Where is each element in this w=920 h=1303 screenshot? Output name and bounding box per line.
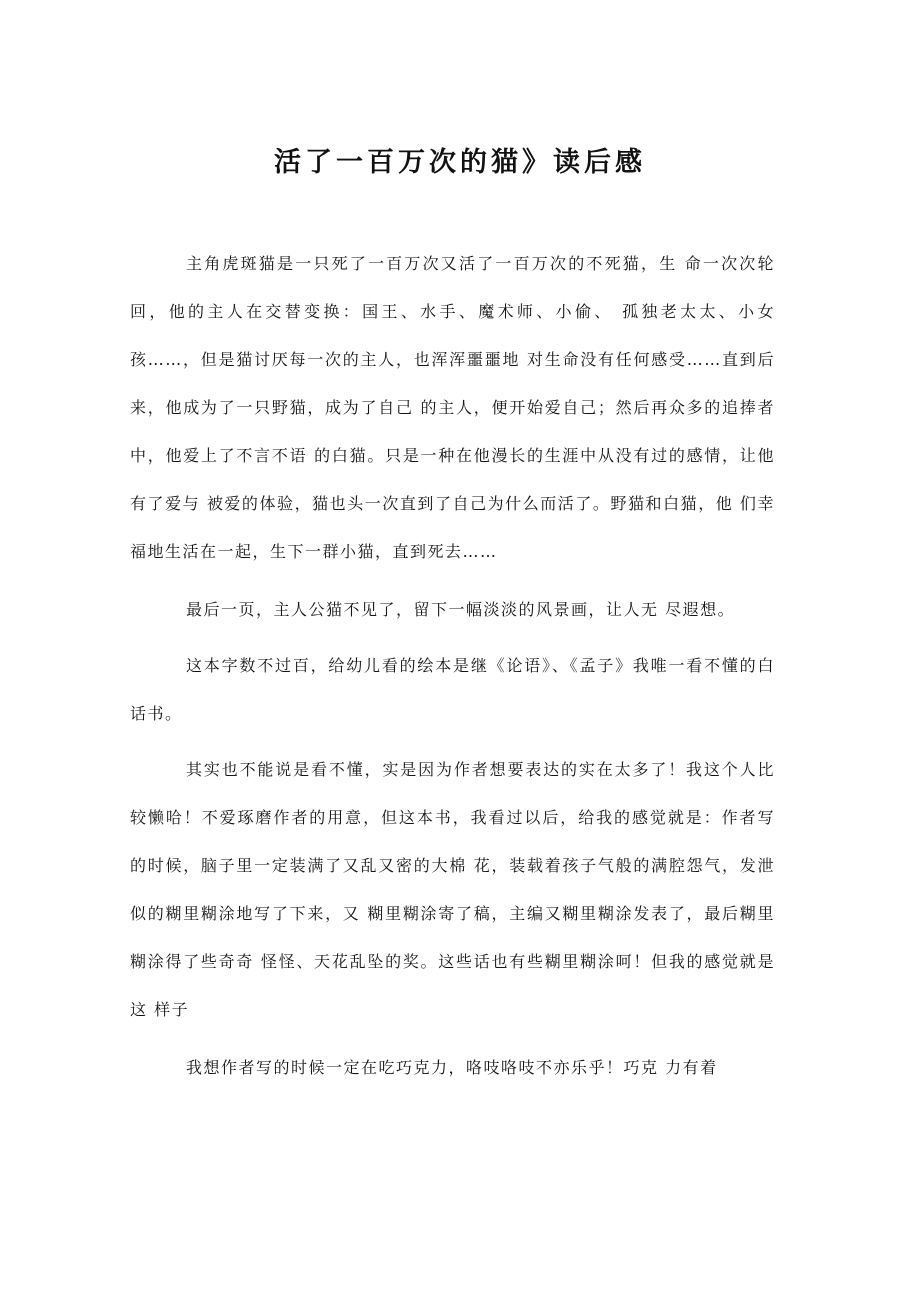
document-title: 活了一百万次的猫》读后感 (274, 147, 646, 178)
paragraph-1: 主角虎斑猫是一只死了一百万次又活了一百万次的不死猫，生 命一次次轮回，他的主人在交替变换：国王、水手、魔术师、小偷、 孤独老太太、小女孩……，但是猫讨厌每一次的主人，也浑浑噩噩地 对生命没有任何感受……直到后来，他成为了一只野猫，成为了自己 的主人，便开始爱自己；然后再众多的追捧者中，他爱上了不言不语 的白猫。只是一种在他漫长的生涯中从没有过的感情，让他有了爱与 被爱的体验，猫也头一次直到了自己为什么而活了。野猫和白猫，他 们幸福地生活在一起，生下一群小猫，直到死去…… (130, 254, 775, 561)
document-body (130, 240, 775, 1092)
paragraph-4: 其实也不能说是看不懂，实是因为作者想要表达的实在太多了！我这个人比较懒哈！不爱琢磨作者的用意，但这本书，我看过以后，给我的感觉就是：作者写的时候，脑子里一定装满了又乱又密的大棉 花，装载着孩子气般的满腔怨气，发泄似的糊里糊涂地写了下来，又 糊里糊涂寄了稿，主编又糊里糊涂发表了，最后糊里糊涂得了些奇奇 怪怪、天花乱坠的奖。这些话也有些糊里糊涂呵！但我的感觉就是这 样子 (130, 760, 775, 1019)
paragraph-5: 我想作者写的时候一定在吃巧克力，咯吱咯吱不亦乐乎！巧克 力有着 (186, 1058, 718, 1077)
paragraph-3: 这本字数不过百，给幼儿看的绘本是继《论语》、《孟子》我唯一看不懂的白话书。 (130, 656, 775, 723)
paragraph-2: 最后一页，主人公猫不见了，留下一幅淡淡的风景画，让人无 尽遐想。 (186, 600, 736, 619)
